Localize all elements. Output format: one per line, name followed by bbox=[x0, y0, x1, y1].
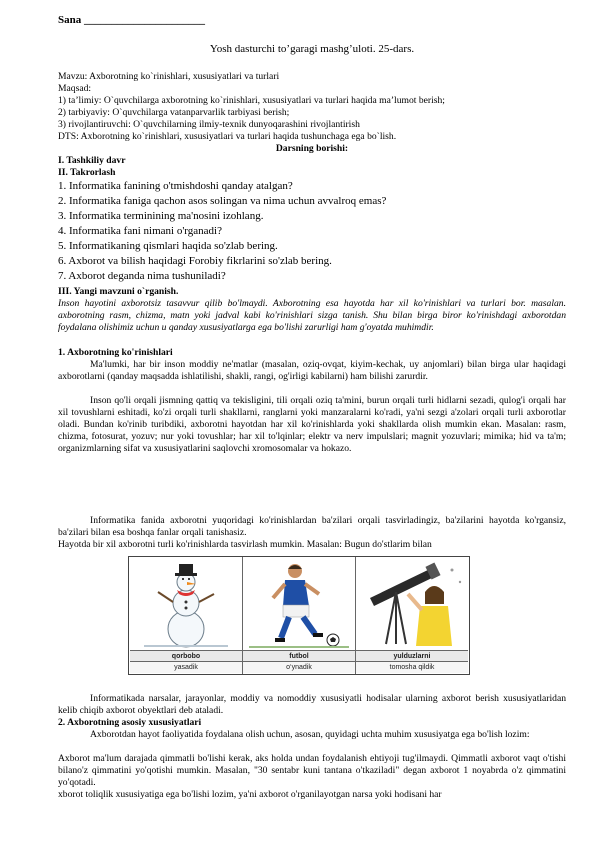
paragraph: xborot toliqlik xususiyatiga ega bo'lishi lozim, ya'ni axborot o'rganilayotgan narsa yoki hodisani har bbox=[58, 789, 442, 800]
goal-upbringing: 2) tarbiyaviy: O`quvchilarga vatanparvarlik tarbiyasi berish; bbox=[58, 107, 290, 118]
figure-caption: o‘ynadik bbox=[243, 661, 355, 673]
review-question: 2. Informatika faniga qachon asos solingan va nima uchun avvalroq emas? bbox=[58, 195, 387, 207]
goal-heading: Maqsad: bbox=[58, 83, 92, 94]
paragraph: Hayotda bir xil axborotni turli ko'rinishlarda tasvirlash mumkin. Masalan: Bugun do'stlarim bilan bbox=[58, 539, 432, 550]
review-question: 7. Axborot deganda nima tushuniladi? bbox=[58, 270, 226, 282]
snowman-picture bbox=[130, 558, 242, 650]
paragraph: Axborot ma'lum darajada qimmatli bo'lishi kerak, aks holda undan foydalanish ehtiyoji tug'ilmaydi. Qimmatli axborot vaqt o'tishi bilano'z qimmatini yo'qotishi mumkin. Masalan, "30 sentabr kuni tantana o'tkaziladi" degan axborot 1 noyabrda o'z qimmatini yo'qotadi. bbox=[58, 753, 566, 788]
lesson-plan-heading: Darsning borishi: bbox=[275, 143, 349, 154]
goal-educational: 1) ta’limiy: O`quvchilarga axborotning ko`rinishlari, xususiyatlari va turlari haqida ma’lumot berish; bbox=[58, 95, 445, 106]
telescope-picture bbox=[356, 558, 468, 650]
section-organizational: I. Tashkiliy davr bbox=[58, 155, 126, 166]
topic-line: Mavzu: Axborotning ko`rinishlari, xususiyatlari va turlari bbox=[58, 71, 280, 82]
dts-line: DTS: Axborotning ko`rinishlari, xususiyatlari va turlari haqida tushunchaga ega bo`lish. bbox=[58, 131, 397, 142]
figure-caption: yulduzlarni bbox=[356, 650, 468, 662]
intro-paragraph: Inson hayotini axborotsiz tasavvur qilib bo'lmaydi. Axborotning esa hayotda har xil ko'rinishlari va turlari bor. masalan. axborotning rasm, chizma, matn yoki jadval kabi ko'rinishlari sizga tanish. Shu bilan birga biror ko'rinishdagi axborotdan foydalana olishimiz uchun u qanday xususiyatlarga ega bo'lishi zarurligi ham g'oyatda muhimdir. bbox=[58, 298, 566, 333]
review-question: 3. Informatika terminining ma'nosini izohlang. bbox=[58, 210, 264, 222]
goal-developing: 3) rivojlantiruvchi: O`quvchilarning ilmiy-texnik dunyoqarashini rivojlantirish bbox=[58, 119, 360, 130]
review-question: 1. Informatika fanining o'tmishdoshi qanday atalgan? bbox=[58, 180, 293, 192]
heading-information-properties: 2. Axborotning asosiy xususiyatlari bbox=[58, 717, 202, 728]
figure-caption: futbol bbox=[243, 650, 355, 662]
section-new-topic: III. Yangi mavzuni o`rganish. bbox=[58, 286, 179, 297]
date-line: Sana ______________________ bbox=[58, 14, 205, 26]
paragraph: Informatikada narsalar, jarayonlar, moddiy va nomoddiy xususiyatli hodisalar ularning axborot berish xususiyatlaridan kelib chiqib axborot obyektlari deb ataladi. bbox=[58, 693, 566, 716]
paragraph: Inson qo'li orqali jismning qattiq va tekisligini, tili orqali oziq ta'mini, burun orqali turli hidlarni sezadi, qulog'i orqali har xil tovushlarni eshitadi, ko'zi orqali turli shakllarni, ranglarni yoki manzaralarni ko'radi, ya'ni sezgi a'zolari orqali turli axborotlar oladi. Bundan ko'rinib turibdiki, axborotni hayotdan har xil ko'rinishlarda yoki shakllarda olish mumkin ekan. Masalan: rasm, chizma, fotosurat, yozuv; nur yoki tovushlar; har xil to'lqinlar; elektr va nerv impulslari; magnit yozuvlari; mimika; hid va ta'm; organizmlarning sifat va xususiyatlarini saqlovchi xromosomalar va hokazo. bbox=[58, 395, 566, 454]
review-question: 6. Axborot va bilish haqidagi Forobiy fikrlarini so'zlab bering. bbox=[58, 255, 332, 267]
lesson-title: Yosh dasturchi to’garagi mashg’uloti. 25-dars. bbox=[209, 43, 415, 55]
figure-caption: yasadik bbox=[130, 661, 242, 673]
figure-caption: tomosha qildik bbox=[356, 661, 468, 673]
football-picture bbox=[243, 558, 355, 650]
figure-caption: qorbobo bbox=[130, 650, 242, 662]
paragraph: Ma'lumki, har bir inson moddiy ne'matlar (masalan, oziq-ovqat, kiyim-kechak, uy anjomlari) bilan birga ular haqidagi axborotlarni (qanday maqsadda ishlatilishi, shakli, rangi, og'irligi kabilarni) ham bilishi zarurdir. bbox=[58, 359, 566, 382]
paragraph: Axborotdan hayot faoliyatida foydalana olish uchun, asosan, quyidagi uchta muhim xususiyatga ega bo'lish lozim: bbox=[90, 729, 530, 740]
paragraph: Informatika fanida axborotni yuqoridagi ko'rinishlardan ba'zilari orqali tasvirladingiz, ba'zilarini hayotda ko'rgansiz, ba'zilari bilan esa boshqa fanlar orqali tanishasiz. bbox=[58, 515, 566, 538]
review-question: 5. Informatikaning qismlari haqida so'zlab bering. bbox=[58, 240, 278, 252]
section-review: II. Takrorlash bbox=[58, 167, 116, 178]
review-question: 4. Informatika fani nimani o'rganadi? bbox=[58, 225, 222, 237]
illustration-table bbox=[128, 556, 470, 675]
heading-information-forms: 1. Axborotning ko'rinishlari bbox=[58, 347, 173, 358]
